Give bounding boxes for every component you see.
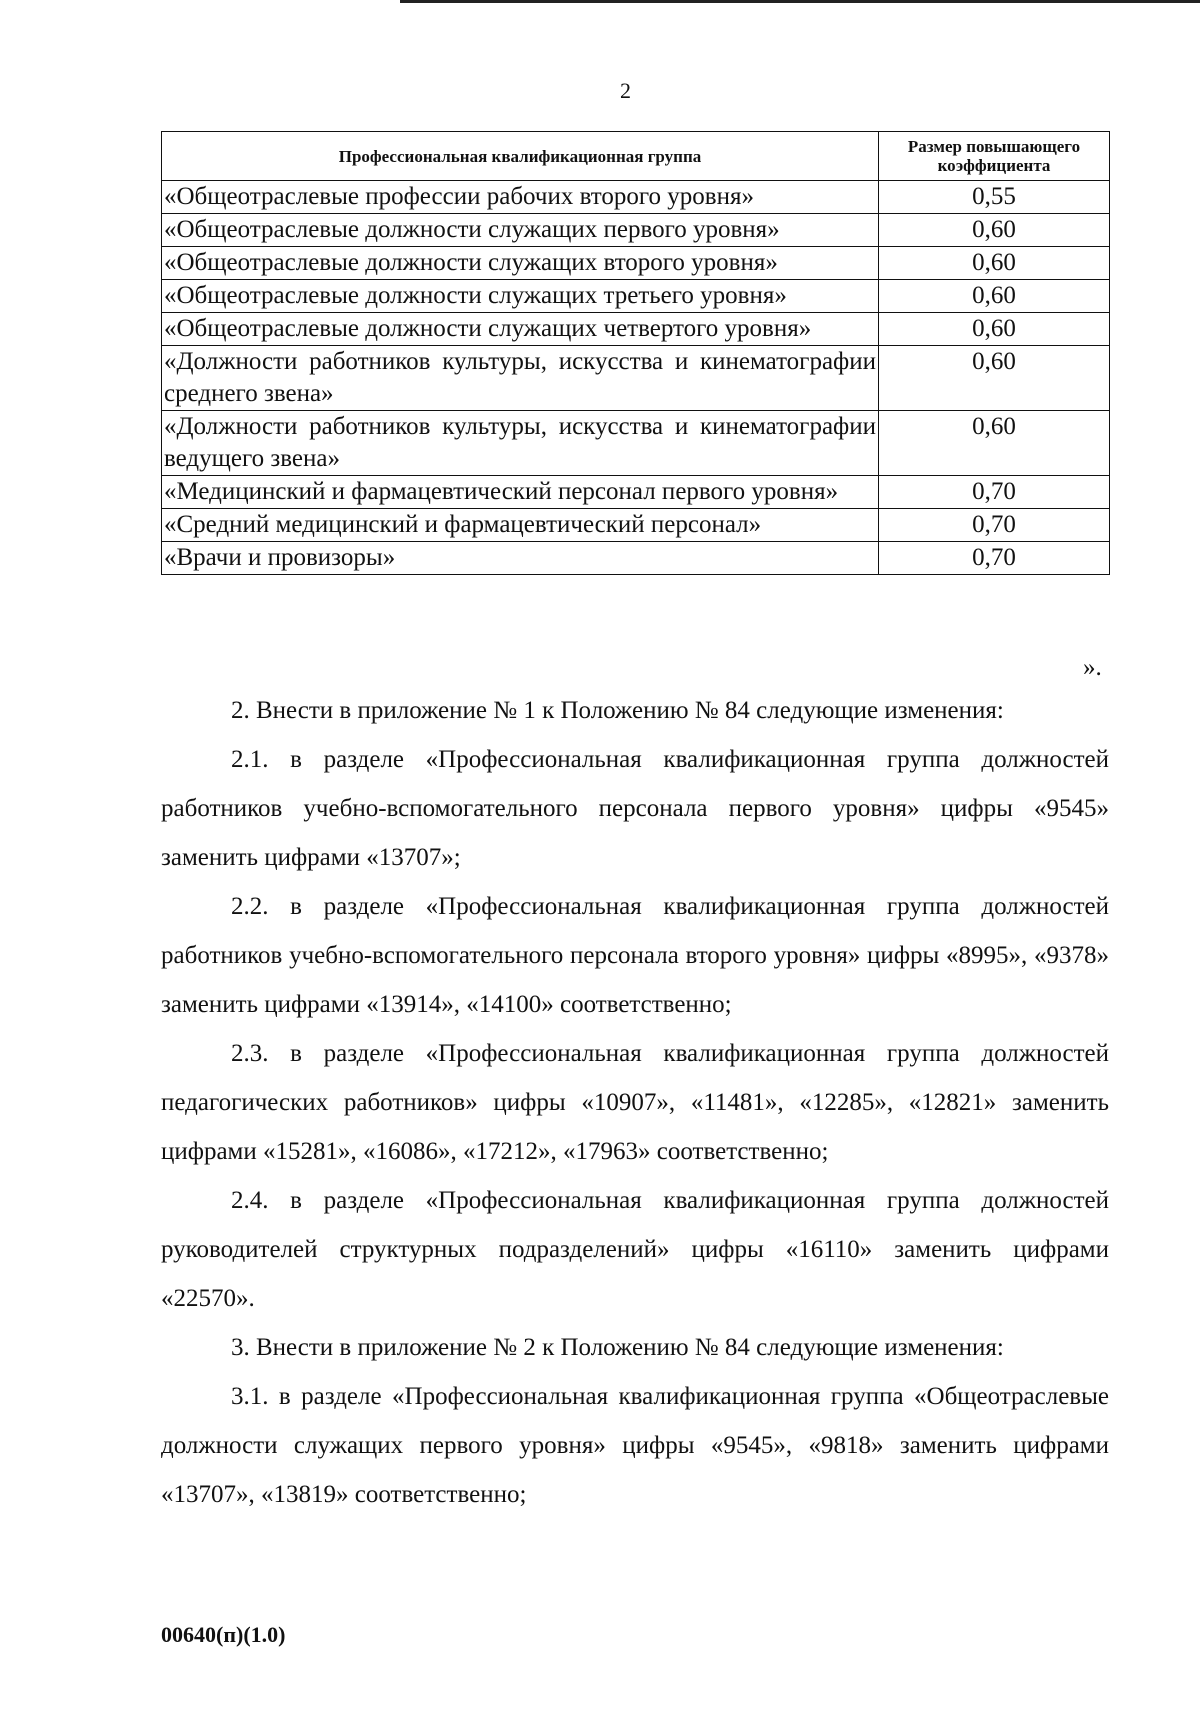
table-row	[162, 214, 1110, 247]
scan-edge-line	[400, 0, 1200, 3]
amendments-text	[161, 686, 1109, 1519]
table-row	[162, 247, 1110, 280]
table-row	[162, 313, 1110, 346]
group-cell: «Общеотраслевые должности служащих третьего уровня»	[162, 280, 879, 313]
closing-quote: ».	[1083, 654, 1102, 681]
group-cell: «Общеотраслевые должности служащих второго уровня»	[162, 247, 879, 280]
paragraph: 3. Внести в приложение № 2 к Положению № 84 следующие изменения:	[231, 1334, 1004, 1361]
coef-cell: 0,70	[879, 476, 1110, 509]
group-cell: «Общеотраслевые должности служащих первого уровня»	[162, 214, 879, 247]
paragraph: 2.1. в разделе «Профессиональная квалификационная группа должностей работников учебно-вспомогательного персонала первого уровня» цифры «9545» заменить цифрами «13707»;	[161, 746, 1109, 871]
paragraph: 2. Внести в приложение № 1 к Положению № 84 следующие изменения:	[231, 697, 1004, 724]
group-cell: «Общеотраслевые профессии рабочих второго уровня»	[162, 181, 879, 214]
coefficient-table	[161, 131, 1110, 575]
table-row	[162, 181, 1110, 214]
coef-cell: 0,60	[879, 214, 1110, 247]
table-row	[162, 280, 1110, 313]
group-cell: «Должности работников культуры, искусства и кинематографии среднего звена»	[162, 346, 879, 411]
paragraph: 2.2. в разделе «Профессиональная квалификационная группа должностей работников учебно-вспомогательного персонала второго уровня» цифры «8995», «9378» заменить цифрами «13914», «14100» соответственно;	[161, 893, 1109, 1018]
coef-cell: 0,60	[879, 280, 1110, 313]
paragraph: 2.3. в разделе «Профессиональная квалификационная группа должностей педагогических работников» цифры «10907», «11481», «12285», «12821» заменить цифрами «15281», «16086», «17212», «17963» соответственно;	[161, 1040, 1109, 1165]
page-number: 2	[620, 78, 631, 103]
paragraph: 2.4. в разделе «Профессиональная квалификационная группа должностей руководителей структурных подразделений» цифры «16110» заменить цифрами «22570».	[161, 1187, 1109, 1312]
coef-cell: 0,55	[879, 181, 1110, 214]
group-cell: «Общеотраслевые должности служащих четвертого уровня»	[162, 313, 879, 346]
header-group: Профессиональная квалификационная группа	[162, 132, 879, 181]
header-coefficient: Размер повышающего коэффициента	[879, 132, 1110, 181]
group-cell: «Медицинский и фармацевтический персонал первого уровня»	[162, 476, 879, 509]
paragraph: 3.1. в разделе «Профессиональная квалификационная группа «Общеотраслевые должности служащих первого уровня» цифры «9545», «9818» заменить цифрами «13707», «13819» соответственно;	[161, 1383, 1109, 1508]
coef-cell: 0,70	[879, 542, 1110, 575]
coef-cell: 0,60	[879, 411, 1110, 476]
document-code: 00640(п)(1.0)	[161, 1622, 286, 1647]
coef-cell: 0,60	[879, 346, 1110, 411]
coef-cell: 0,70	[879, 509, 1110, 542]
group-cell: «Средний медицинский и фармацевтический персонал»	[162, 509, 879, 542]
table-row	[162, 476, 1110, 509]
table-header-row	[162, 132, 1110, 181]
group-cell: «Врачи и провизоры»	[162, 542, 879, 575]
table-row	[162, 542, 1110, 575]
table-row	[162, 346, 1110, 411]
coef-cell: 0,60	[879, 313, 1110, 346]
table-row	[162, 411, 1110, 476]
table-row	[162, 509, 1110, 542]
coef-cell: 0,60	[879, 247, 1110, 280]
group-cell: «Должности работников культуры, искусства и кинематографии ведущего звена»	[162, 411, 879, 476]
